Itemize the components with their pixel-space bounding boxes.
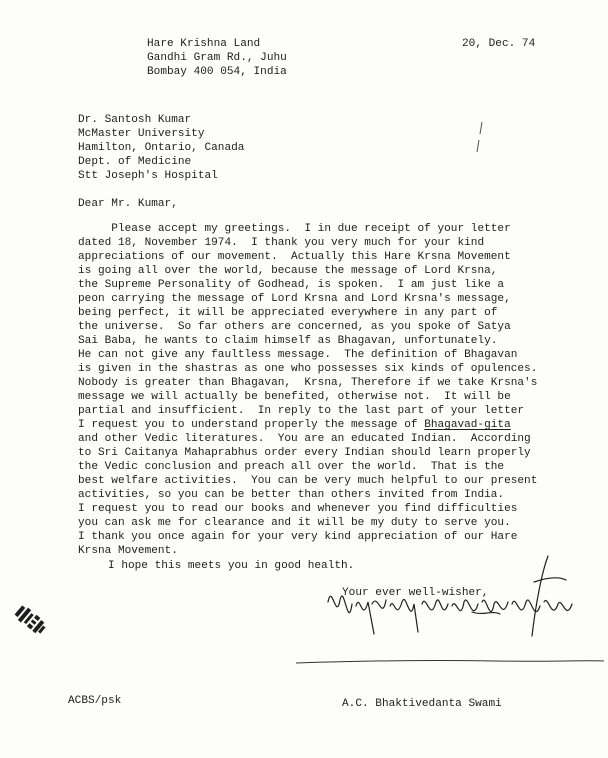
body-line-4: is going all over the world, because the message of Lord Krsna, bbox=[78, 265, 498, 277]
body-line-19: best welfare activities. You can be very much helpful to our present bbox=[78, 475, 538, 487]
sender-address-line-1: Hare Krishna Land bbox=[147, 38, 261, 50]
body-line-12: Nobody is greater than Bhagavan, Krsna, Therefore if we take Krsna's bbox=[78, 377, 538, 389]
body-line-3: appreciations of our movement. Actually this Hare Krsna Movement bbox=[78, 251, 511, 263]
recipient-address-line-5: Stt Joseph's Hospital bbox=[78, 170, 218, 182]
body-line-15-text: I request you to understand properly the message of bbox=[78, 419, 425, 431]
letter-date: 20, Dec. 74 bbox=[462, 38, 536, 50]
body-line-2: dated 18, November 1974. I thank you very much for your kind bbox=[78, 237, 485, 249]
body-line-14: partial and insufficient. In reply to the last part of your letter bbox=[78, 405, 525, 417]
recipient-address-line-1: Dr. Santosh Kumar bbox=[78, 114, 192, 126]
body-line-16: and other Vedic literatures. You are an educated Indian. According bbox=[78, 433, 531, 445]
body-line-17: to Sri Caitanya Mahaprabhus order every Indian should learn properly bbox=[78, 447, 531, 459]
body-line-18: the Vedic conclusion and preach all over the world. That is the bbox=[78, 461, 505, 473]
body-line-21: I request you to read our books and whenever you find difficulties bbox=[78, 503, 518, 515]
reference-initials: ACBS/psk bbox=[68, 695, 122, 707]
recipient-address-line-4: Dept. of Medicine bbox=[78, 156, 192, 168]
body-line-20: activities, so you can be better than others invited from India. bbox=[78, 489, 505, 501]
body-line-13: message we will actually be benefited, otherwise not. It will be bbox=[78, 391, 511, 403]
book-title-underlined: Bhagavad-gita bbox=[424, 419, 511, 431]
body-line-5: the Supreme Personality of Godhead, is spoken. I am just like a bbox=[78, 279, 505, 291]
valediction: Your ever well-wisher, bbox=[342, 587, 489, 599]
sender-address-line-3: Bombay 400 054, India bbox=[147, 66, 287, 78]
sender-address-line-2: Gandhi Gram Rd., Juhu bbox=[147, 52, 287, 64]
body-line-24: Krsna Movement. bbox=[78, 545, 178, 557]
body-line-15 bbox=[78, 418, 511, 432]
signer-name: A.C. Bhaktivedanta Swami bbox=[342, 698, 502, 710]
handwritten-signature bbox=[322, 552, 586, 652]
closing-line: I hope this meets you in good health. bbox=[108, 560, 355, 572]
body-line-23: I thank you once again for your very kind appreciation of our Hare bbox=[78, 531, 518, 543]
archive-stamp-icon bbox=[8, 598, 52, 644]
body-line-1: Please accept my greetings. I in due receipt of your letter bbox=[78, 223, 511, 235]
body-line-22: you can ask me for clearance and it will be my duty to serve you. bbox=[78, 517, 511, 529]
body-line-10: He can not give any faultless message. The definition of Bhagavan bbox=[78, 349, 518, 361]
body-line-8: the universe. So far others are concerned, as you spoke of Satya bbox=[78, 321, 511, 333]
body-line-11: is given in the shastras as one who possesses six kinds of opulences. bbox=[78, 363, 538, 375]
body-line-7: being perfect, it will be appreciated everywhere in any part of bbox=[78, 307, 498, 319]
salutation: Dear Mr. Kumar, bbox=[78, 198, 178, 210]
recipient-address-line-3: Hamilton, Ontario, Canada bbox=[78, 142, 245, 154]
signature-rule bbox=[296, 658, 606, 666]
body-line-6: peon carrying the message of Lord Krsna and Lord Krsna's message, bbox=[78, 293, 511, 305]
recipient-address-line-2: McMaster University bbox=[78, 128, 205, 140]
body-line-9: Sai Baba, he wants to claim himself as Bhagavan, unfortunately. bbox=[78, 335, 498, 347]
pen-mark-icon bbox=[472, 120, 486, 154]
